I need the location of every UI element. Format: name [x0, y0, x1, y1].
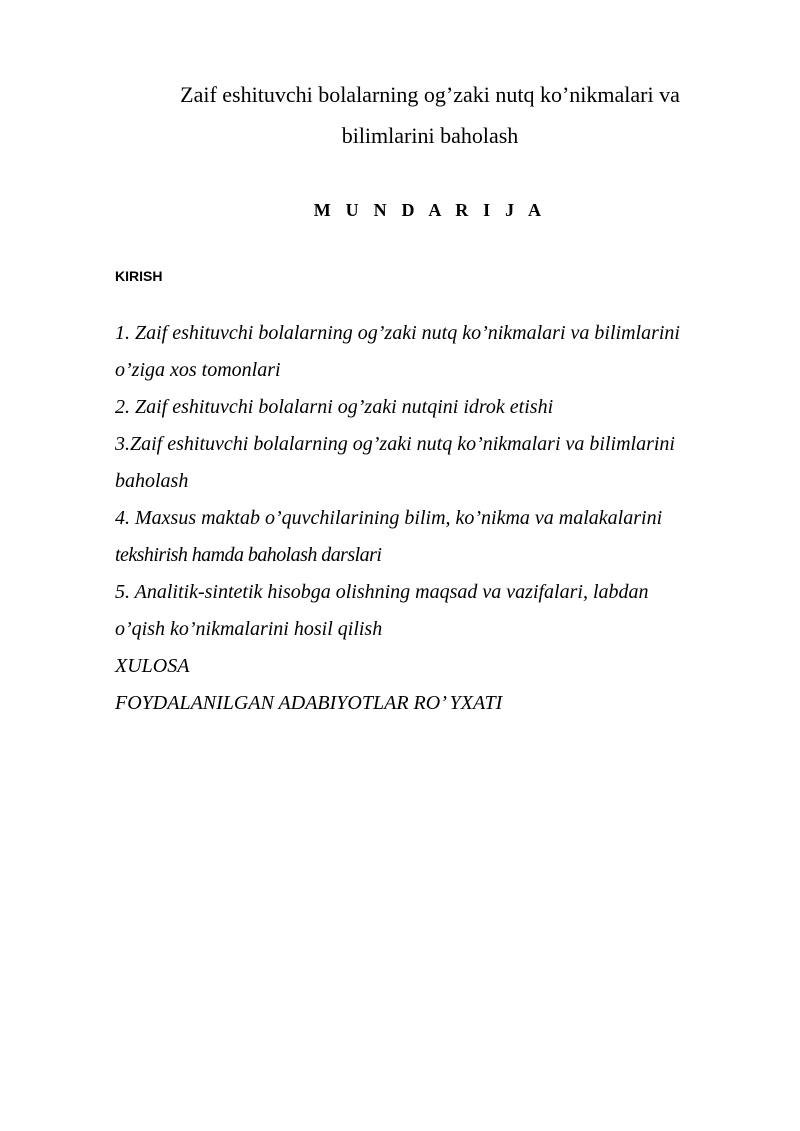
toc-item-conclusion-label: XULOSA: [115, 655, 190, 677]
toc-item-2: [115, 389, 755, 426]
toc-item-3-line-2: baholash: [115, 470, 189, 492]
toc-item-1-line-2: o’ziga xos tomonlari: [115, 359, 281, 381]
toc-item-4: [115, 500, 755, 574]
table-of-contents-heading: M U N D A R I J A: [313, 200, 547, 220]
toc-item-4-line-1: 4. Maxsus maktab o’quvchilarining bilim, ko’nikma va malakalarini: [115, 507, 663, 529]
toc-item-3-line-1: 3.Zaif eshituvchi bolalarning og’zaki nutq ko’nikmalari va bilimlarini: [115, 433, 675, 455]
document-title-line-2: bilimlarini baholash: [341, 123, 519, 148]
toc-item-references-label: FOYDALANILGAN ADABIYOTLAR RO’ YXATI: [115, 692, 503, 714]
toc-item-1: [115, 315, 755, 389]
toc-item-3: [115, 426, 755, 500]
document-title-line-1: Zaif eshituvchi bolalarning og’zaki nutq ko’nikmalari va: [180, 82, 680, 107]
toc-item-4-line-2: tekshirish hamda baholash darslari: [115, 544, 382, 566]
toc-item-5-line-2: o’qish ko’nikmalarini hosil qilish: [115, 618, 383, 640]
toc-item-1-line-1: 1. Zaif eshituvchi bolalarning og’zaki nutq ko’nikmalari va bilimlarini: [115, 322, 680, 344]
toc-item-introduction: KIRISH: [115, 268, 163, 284]
toc-item-2-line-1: 2. Zaif eshituvchi bolalarni og’zaki nutqini idrok etishi: [115, 396, 554, 418]
toc-item-conclusion: [115, 648, 755, 685]
document-title: [140, 74, 720, 156]
toc-item-5: [115, 574, 755, 648]
table-of-contents: [115, 315, 755, 722]
toc-item-references: [115, 685, 755, 722]
toc-item-5-line-1: 5. Analitik-sintetik hisobga olishning maqsad va vazifalari, labdan: [115, 581, 649, 603]
